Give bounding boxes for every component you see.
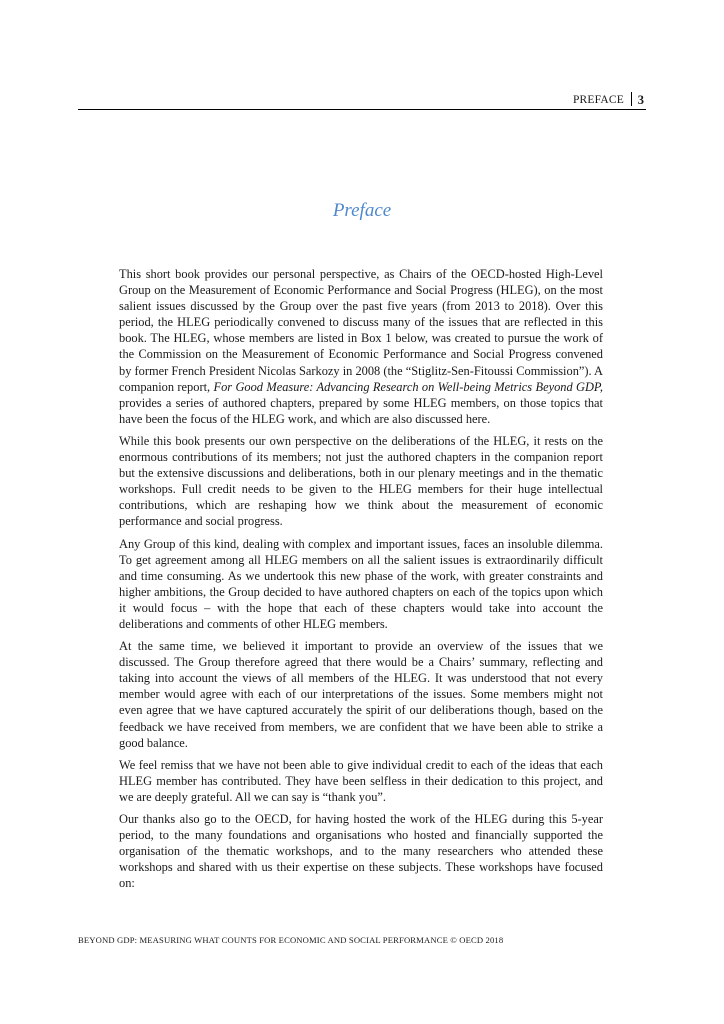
running-header [78,92,646,110]
page-number: 3 [637,93,644,107]
paragraph-1-text-a: This short book provides our personal perspective, as Chairs of the OECD-hosted High-Level Group on the Measurement of Economic Performance and Social Progress (HLEG), on the most salient issues discussed by the Group over the past five years (from 2013 to 2018). Over this period, the HLEG periodically convened to discuss many of the issues that are reflected in this book. The HLEG, whose members are listed in Box 1 below, was created to pursue the work of the Commission on the Measurement of Economic Performance and Social Progress convened by former French President Nicolas Sarkozy in 2008 (the “Stiglitz-Sen-Fitoussi Commission”). A companion report, [119,267,603,394]
body-text [119,266,603,897]
header-separator [631,92,632,106]
paragraph-2: While this book presents our own perspective on the deliberations of the HLEG, it rests on the enormous contributions of its members; not just the authored chapters in the companion report but the extensive discussions and deliberations, both in our plenary meetings and in the thematic workshops. Full credit needs to be given to the HLEG members for their huge intellectual contributions, which are reshaping how we think about the measurement of economic performance and social progress. [119,433,603,529]
paragraph-4: At the same time, we believed it important to provide an overview of the issues that we discussed. The Group therefore agreed that there would be a Chairs’ summary, reflecting and taking into account the views of all members of the HLEG. It was understood that not every member would agree with each of our interpretations of the issues. Some members might not even agree that we have captured accurately the spirit of our deliberations though, based on the feedback we have received from members, we are confident that we have been able to strike a good balance. [119,639,603,750]
paragraph-6: Our thanks also go to the OECD, for having hosted the work of the HLEG during this 5-year period, to the many foundations and organisations who hosted and financially supported the organisation of the thematic workshops, and to the many researchers who attended these workshops and shared with us their expertise on these subjects. These workshops have focused on: [119,812,603,891]
paragraph-5: We feel remiss that we have not been able to give individual credit to each of the ideas that each HLEG member has contributed. They have been selfless in their dedication to this project, and we are deeply grateful. All we can say is “thank you”. [119,757,603,804]
companion-report-title: For Good Measure: Advancing Research on Well-being Metrics Beyond GDP, [213,379,603,394]
page-footer: BEYOND GDP: MEASURING WHAT COUNTS FOR ECONOMIC AND SOCIAL PERFORMANCE © OECD 2018 [78,935,504,945]
header-section-label: PREFACE [572,94,624,106]
paragraph-1-text-b: provides a series of authored chapters, prepared by some HLEG members, on those topics that have been the focus of the HLEG work, and which are also discussed here. [119,395,603,426]
paragraph-3: Any Group of this kind, dealing with complex and important issues, faces an insoluble dilemma. To get agreement among all HLEG members on all the salient issues is extraordinarily difficult and time consuming. As we undertook this new phase of the work, with greater constraints and higher ambitions, the Group decided to have authored chapters on each of the topics upon which it would focus – with the hope that each of these chapters would take into account the deliberations and comments of other HLEG members. [119,536,603,631]
paragraph-1 [119,266,603,427]
page-title: Preface [332,200,392,221]
